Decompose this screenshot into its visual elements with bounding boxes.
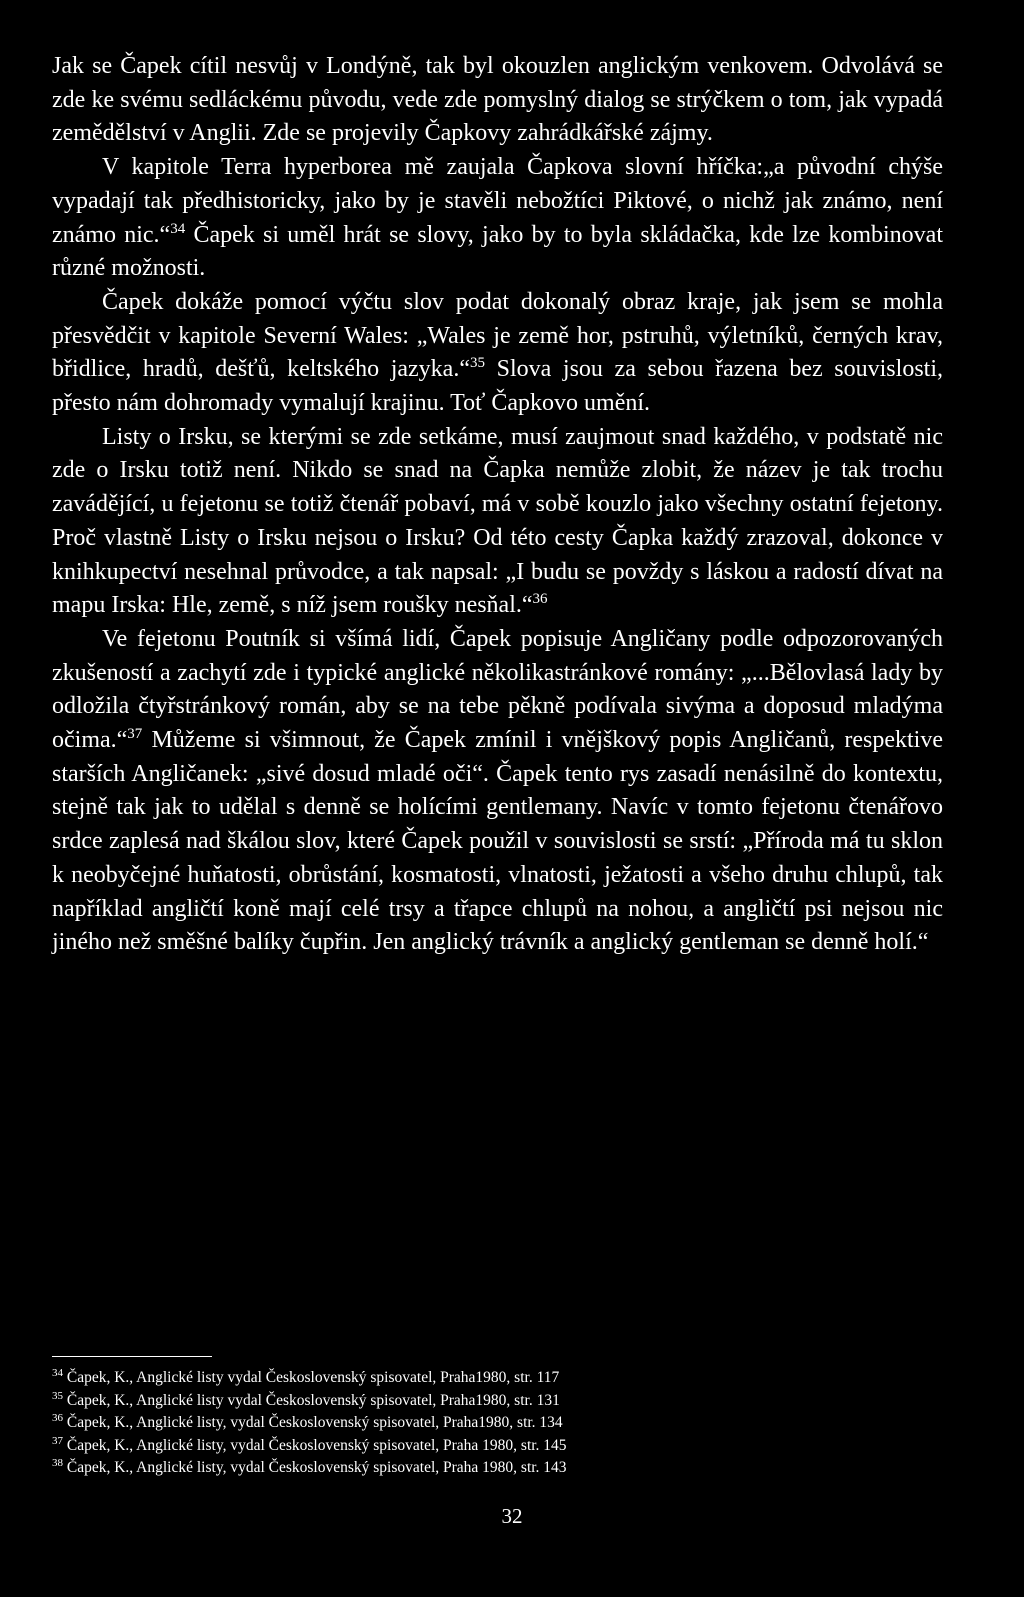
- paragraph-text: Listy o Irsku, se kterými se zde setkáme, musí zaujmout snad každého, v podstatě nic zde o Irsku totiž není. Nikdo se snad na Čapka nemůže zlobit, že název je tak trochu zavádějící, u fejetonu se totiž čtenář pobaví, má v sobě kouzlo jako všechny ostatní fejetony. Proč vlastně Listy o Irsku nejsou o Irsku? Od této cesty Čapka každý zrazoval, dokonce v knihkupectví nesehnal průvodce, a tak napsal: „I budu se povždy s láskou a radostí dívat na mapu Irska: Hle, země, s níž jsem roušky nesňal.“: [52, 423, 943, 619]
- paragraph-2: [52, 151, 943, 286]
- footnote-ref: 36: [532, 591, 548, 608]
- paragraph-1: [52, 50, 943, 151]
- footnote-text: Čapek, K., Anglické listy, vydal Československý spisovatel, Praha 1980, str. 145: [66, 1436, 567, 1454]
- paragraph-3: [52, 286, 943, 421]
- paragraph-text: Čapek si uměl hrát se slovy, jako by to byla skládačka, kde lze kombinovat různé možnosti.: [52, 221, 943, 282]
- paragraph-text: Jak se Čapek cítil nesvůj v Londýně, tak byl okouzlen anglickým venkovem. Odvolává se zde ke svému sedláckému původu, vede zde pomyslný dialog se strýčkem o tom, jak vypadá zemědělství v Anglii. Zde se projevily Čapkovy zahrádkářské zájmy.: [52, 53, 943, 147]
- footnote-ref: 34: [170, 220, 186, 237]
- paragraph-text: Čapek dokáže pomocí výčtu slov podat dokonalý obraz kraje, jak jsem se mohla přesvědčit v kapitole Severní Wales: „Wales je země hor, pstruhů, výletníků, černých krav, břidlice, hradů, dešťů, keltského jazyka.“: [52, 288, 943, 383]
- footnote-ref: 35: [469, 355, 485, 372]
- footnote-36: [52, 1412, 952, 1435]
- footnote-38: [52, 1457, 952, 1480]
- paragraph-text: V kapitole Terra hyperborea mě zaujala Čapkova slovní hříčka:„a původní chýše vypadají tak předhistoricky, jako by je stavěli nebožtíci Piktové, o nichž jak známo, není známo nic.“: [52, 154, 943, 248]
- page-number: 32: [501, 1504, 523, 1528]
- footnote-34: [52, 1367, 952, 1390]
- footnote-number: 34: [52, 1367, 63, 1379]
- footnote-number: 37: [52, 1434, 63, 1447]
- paragraph-text: Ve fejetonu Poutník si všímá lidí, Čapek popisuje Angličany podle odpozorovaných zkušeností a zachytí zde i typické anglické několikastránkové romány: „...Bělovlasá lady by odložila čtyřstránkový román, aby se na tebe pěkně podívala sivýma a doposud mladýma očima.“: [52, 625, 943, 754]
- footnote-37: [52, 1435, 952, 1458]
- paragraph-text: Slova jsou za sebou řazena bez souvislosti, přesto nám dohromady vymalují krajinu. Toť Čapkovo umění.: [52, 356, 943, 417]
- footnote-ref: 37: [127, 726, 143, 743]
- footnotes: [52, 1356, 952, 1480]
- footnote-text: Čapek, K., Anglické listy, vydal Československý spisovatel, Praha 1980, str. 143: [66, 1459, 567, 1476]
- footnote-35: [52, 1390, 952, 1413]
- footnote-divider: [52, 1356, 212, 1357]
- footnote-text: Čapek, K., Anglické listy vydal Československý spisovatel, Praha1980, str. 131: [66, 1391, 560, 1409]
- paragraph-4: [52, 421, 943, 623]
- footnote-text: Čapek, K., Anglické listy, vydal Československý spisovatel, Praha1980, str. 134: [66, 1414, 563, 1431]
- footnote-number: 35: [52, 1389, 63, 1402]
- paragraph-5: [52, 623, 943, 960]
- footnote-number: 38: [52, 1457, 63, 1469]
- paragraph-text: Můžeme si všimnout, že Čapek zmínil i vnějškový popis Angličanů, respektive starších Angličanek: „sivé dosud mladé oči“. Čapek tento rys zasadí nenásilně do kontextu, stejně tak jak to udělal s denně se holícími gentlemany. Navíc v tomto fejetonu čtenářovo srdce zaplesá nad škálou slov, které Čapek použil v souvislosti se srstí: „Příroda má tu sklon k neobyčejné huňatosti, obrůstání, kosmatosti, vlnatosti, ježatosti a všeho druhu chlupů, tak například angličtí koně mají celé trsy a třapce chlupů na nohou, a angličtí psi nejsou nic jiného než směšné balíky čupřin. Jen anglický trávník a anglický gentleman se denně holí.“: [52, 727, 943, 956]
- footnote-number: 36: [52, 1412, 63, 1424]
- footnote-text: Čapek, K., Anglické listy vydal Československý spisovatel, Praha1980, str. 117: [66, 1369, 560, 1386]
